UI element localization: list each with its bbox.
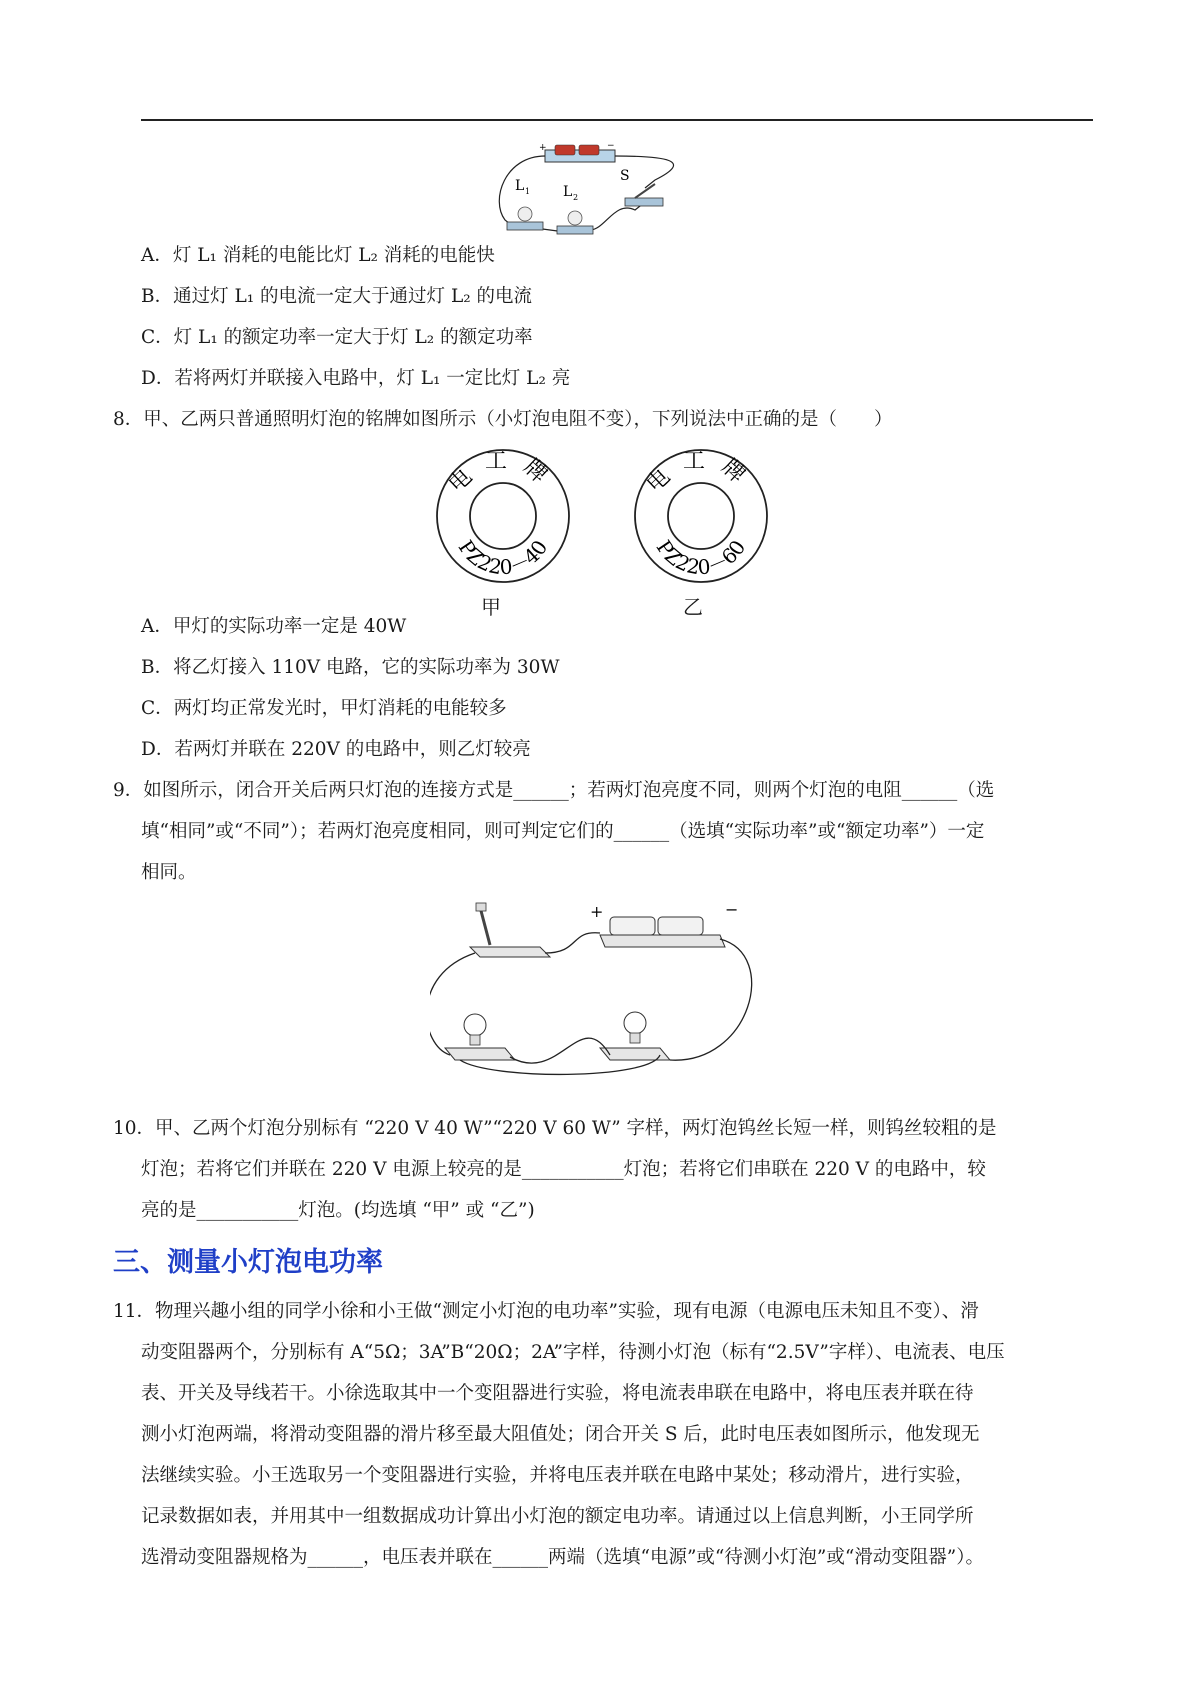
- q9-plus-label: +: [590, 902, 604, 921]
- q9-line-2: 填“相同”或“不同”）；若两灯泡亮度相同，则可判定它们的______（选填“实际功率”或“额定功率”）一定: [141, 821, 985, 842]
- q8-badge-yi-brand: 电工牌: [642, 449, 760, 498]
- q7-plus-label: +: [539, 143, 547, 153]
- q8-badge-yi-model: PZ220－60: [651, 535, 751, 580]
- q7-minus-label: −: [607, 141, 615, 151]
- section-heading: 三、测量小灯泡电功率: [113, 1247, 383, 1278]
- q11-line-3: 表、开关及导线若干。小徐选取其中一个变阻器进行实验，将电流表串联在电路中，将电压表并联在待: [141, 1383, 974, 1404]
- q10-line-1: 10．甲、乙两个灯泡分别标有 “220 V 40 W”“220 V 60 W” 字样，两灯泡钨丝长短一样，则钨丝较粗的是: [113, 1118, 997, 1139]
- q8-option-c: C．两灯均正常发光时，甲灯消耗的电能较多: [141, 698, 507, 719]
- q10-line-3: 亮的是___________灯泡。(均选填 “甲” 或 “乙”): [141, 1200, 535, 1221]
- q11-line-7: 选滑动变阻器规格为______，电压表并联在______两端（选填“电源”或“待测小灯泡”或“滑动变阻器”）。: [141, 1547, 985, 1568]
- q7-s-label: S: [620, 168, 630, 184]
- q8-option-a: A．甲灯的实际功率一定是 40W: [141, 616, 407, 637]
- q7-l2-sub: 2: [573, 193, 579, 202]
- header-rule: [141, 119, 1093, 121]
- q7-option-a: A．灯 L₁ 消耗的电能比灯 L₂ 消耗的电能快: [141, 245, 495, 266]
- q11-line-4: 测小灯泡两端，将滑动变阻器的滑片移至最大阻值处；闭合开关 S 后，此时电压表如图所示，他发现无: [141, 1424, 980, 1445]
- q8-caption-yi: 乙: [683, 595, 703, 619]
- q8-badge-jia-brand: 电工牌: [444, 449, 562, 498]
- q9-minus-label: −: [725, 900, 739, 919]
- q7-option-b: B．通过灯 L₁ 的电流一定大于通过灯 L₂ 的电流: [141, 286, 533, 307]
- q8-option-b: B．将乙灯接入 110V 电路，它的实际功率为 30W: [141, 657, 560, 678]
- q8-badge-yi: [631, 446, 771, 586]
- q7-l1-sub: 1: [525, 187, 531, 196]
- q8-option-d: D．若两灯并联在 220V 的电路中，则乙灯较亮: [141, 739, 531, 760]
- q10-line-2: 灯泡；若将它们并联在 220 V 电源上较亮的是___________灯泡；若将它们串联在 220 V 的电路中，较: [141, 1159, 986, 1180]
- q7-option-c: C．灯 L₁ 的额定功率一定大于灯 L₂ 的额定功率: [141, 327, 533, 348]
- q11-line-2: 动变阻器两个，分别标有 A“5Ω；3A”B“20Ω；2A”字样，待测小灯泡（标有“2.5V”字样）、电流表、电压: [141, 1342, 1005, 1363]
- q7-l2-label: L: [563, 184, 573, 200]
- q8-caption-jia: 甲: [481, 595, 501, 619]
- q7-l1-label: L: [515, 178, 525, 194]
- q9-circuit-figure: [430, 895, 770, 1080]
- q11-line-1: 11．物理兴趣小组的同学小徐和小王做“测定小灯泡的电功率”实验，现有电源（电源电压未知且不变）、滑: [113, 1301, 979, 1322]
- q11-line-6: 记录数据如表，并用其中一组数据成功计算出小灯泡的额定电功率。请通过以上信息判断，小王同学所: [141, 1506, 974, 1527]
- q8-badge-jia: [433, 446, 573, 586]
- q9-line-3: 相同。: [141, 862, 197, 883]
- q11-line-5: 法继续实验。小王选取另一个变阻器进行实验，并将电压表并联在电路中某处；移动滑片，进行实验，: [141, 1465, 974, 1486]
- q7-option-d: D．若将两灯并联接入电路中，灯 L₁ 一定比灯 L₂ 亮: [141, 368, 571, 389]
- q8-badge-jia-model: PZ220－40: [453, 535, 553, 580]
- q8-stem: 8．甲、乙两只普通照明灯泡的铭牌如图所示（小灯泡电阻不变），下列说法中正确的是（ ）: [113, 409, 893, 430]
- q7-circuit-figure: [495, 140, 715, 240]
- q9-line-1: 9．如图所示，闭合开关后两只灯泡的连接方式是______；若两灯泡亮度不同，则两个灯泡的电阻______（选: [113, 780, 995, 801]
